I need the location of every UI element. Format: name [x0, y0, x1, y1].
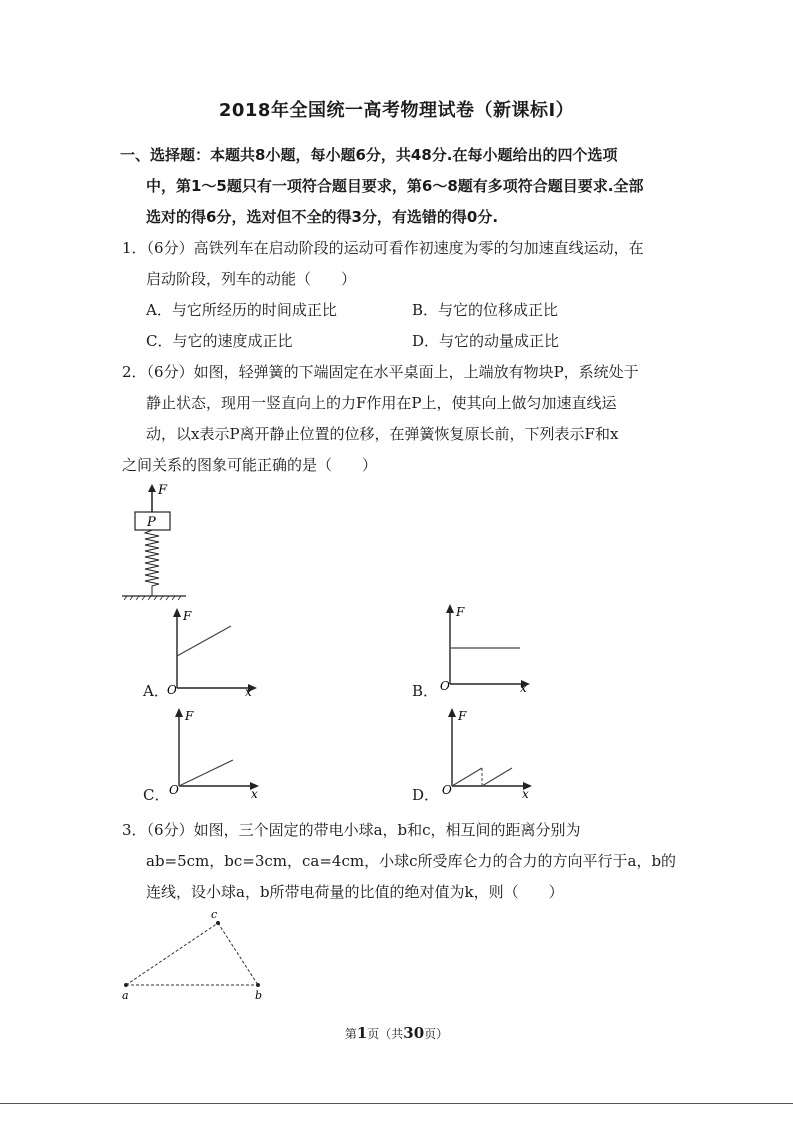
q2-line1: 2．（6分）如图，轻弹簧的下端固定在水平桌面上，上端放有物块P，系统处于 — [122, 363, 639, 381]
q2-graph-b-option: B． — [412, 682, 439, 700]
graph-a — [165, 606, 265, 698]
page-footer — [0, 1024, 793, 1042]
graph-d-xlabel: x — [522, 787, 529, 801]
q3-line1: 3．（6分）如图，三个固定的带电小球a，b和c，相互间的距离分别为 — [122, 821, 581, 839]
q2-graph-c-option: C． — [143, 786, 170, 804]
q2-line3: 动，以x表示P离开静止位置的位移，在弹簧恢复原长前，下列表示F和x — [146, 425, 619, 443]
graph-b-xlabel: x — [520, 681, 527, 695]
q1-option-a: A．与它所经历的时间成正比 — [146, 301, 337, 319]
q2-line2: 静止状态，现用一竖直向上的力F作用在P上，使其向上做匀加速直线运 — [146, 394, 617, 412]
force-label: F — [158, 483, 168, 498]
q1-option-d: D．与它的动量成正比 — [412, 332, 560, 350]
graph-b-origin: O — [440, 679, 450, 693]
graph-c — [167, 706, 267, 802]
graph-a-ylabel: F — [183, 609, 192, 623]
point-b-label: b — [255, 989, 263, 1002]
graph-d — [440, 706, 540, 802]
block-label: P — [147, 515, 156, 530]
graph-b-ylabel: F — [456, 605, 465, 619]
q1-option-c: C．与它的速度成正比 — [146, 332, 293, 350]
point-c-label: c — [211, 908, 218, 921]
section1-line3: 选对的得6分，选对但不全的得3分，有选错的得0分. — [146, 208, 499, 226]
graph-c-xlabel: x — [251, 787, 258, 801]
triangle-figure — [115, 906, 275, 1006]
graph-d-origin: O — [442, 783, 452, 797]
graph-c-origin: O — [169, 783, 179, 797]
footer-suffix: 页） — [424, 1027, 449, 1041]
graph-a-xlabel: x — [245, 685, 252, 698]
q3-line2: ab=5cm，bc=3cm，ca=4cm，小球c所受库仑力的合力的方向平行于a，b的 — [146, 852, 677, 870]
q2-graph-d-option: D． — [412, 786, 440, 804]
q3-line3: 连线，设小球a，b所带电荷量的比值的绝对值为k，则（ ） — [146, 883, 564, 901]
point-a-label: a — [122, 989, 129, 1002]
footer-prefix: 第 — [344, 1027, 357, 1041]
q2-graph-a-option: A． — [143, 682, 169, 700]
footer-total-pages: 30 — [403, 1024, 425, 1042]
graph-b — [438, 602, 538, 698]
spring-figure — [118, 480, 188, 602]
footer-page-number: 1 — [356, 1024, 368, 1042]
q1-line1: 1．（6分）高铁列车在启动阶段的运动可看作初速度为零的匀加速直线运动，在 — [122, 239, 644, 257]
bottom-divider — [0, 1103, 793, 1104]
footer-mid: 页（共 — [367, 1027, 404, 1041]
q2-line4: 之间关系的图象可能正确的是（ ） — [122, 456, 378, 474]
section1-line1: 一、选择题：本题共8小题，每小题6分，共48分.在每小题给出的四个选项 — [120, 146, 618, 164]
graph-a-origin: O — [167, 683, 177, 697]
section1-line2: 中，第1～5题只有一项符合题目要求，第6～8题有多项符合题目要求.全部 — [146, 177, 644, 195]
q1-option-b: B．与它的位移成正比 — [412, 301, 559, 319]
page-title: 2018年全国统一高考物理试卷（新课标Ⅰ） — [218, 100, 575, 121]
q1-line2: 启动阶段，列车的动能（ ） — [146, 270, 357, 288]
graph-d-ylabel: F — [458, 709, 467, 723]
graph-c-ylabel: F — [185, 709, 194, 723]
